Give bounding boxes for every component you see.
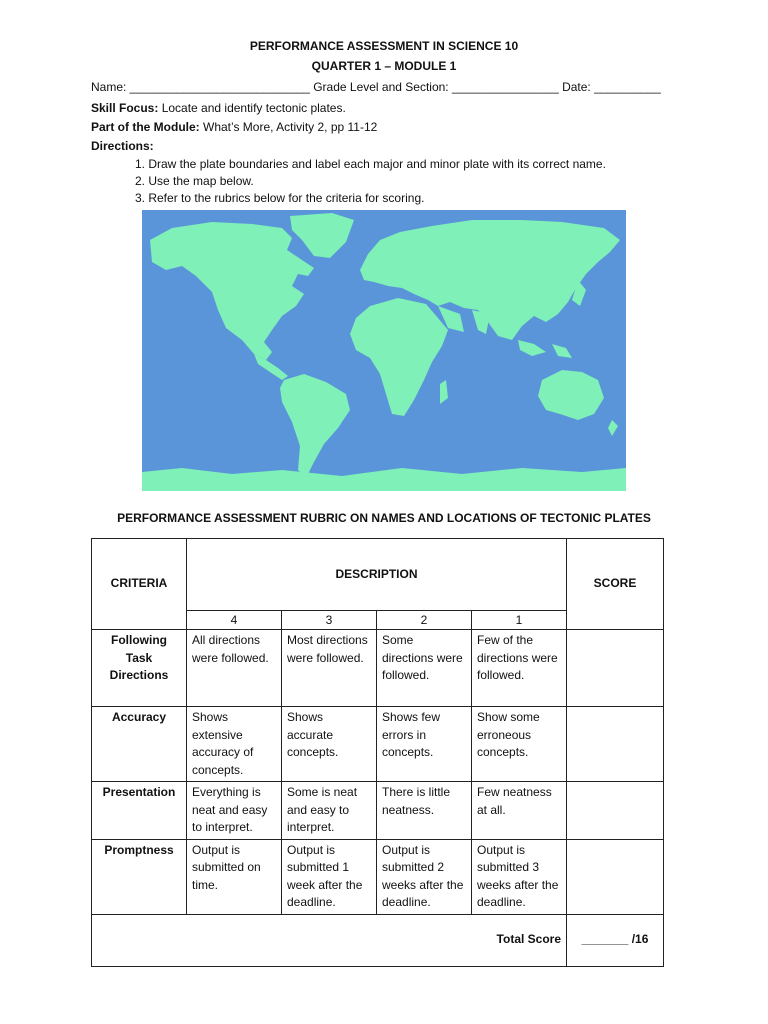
level-header: 2: [377, 611, 472, 630]
score-cell[interactable]: [567, 782, 664, 840]
description-cell: All directions were followed.: [187, 630, 282, 707]
total-score-value[interactable]: _______ /16: [567, 914, 664, 966]
table-row: [92, 782, 664, 840]
score-header: SCORE: [567, 539, 664, 630]
score-cell[interactable]: [567, 630, 664, 707]
score-cell[interactable]: [567, 839, 664, 914]
criteria-cell: Promptness: [92, 839, 187, 914]
description-cell: Output is submitted 3 weeks after the deadline.: [472, 839, 567, 914]
rubric-title: PERFORMANCE ASSESSMENT RUBRIC ON NAMES AND LOCATIONS OF TECTONIC PLATES: [117, 511, 651, 525]
description-cell: Some directions were followed.: [377, 630, 472, 707]
skill-focus-value: Locate and identify tectonic plates.: [158, 101, 346, 115]
direction-item: 2. Use the map below.: [135, 174, 254, 188]
criteria-cell: Following Task Directions: [92, 630, 187, 707]
description-cell: Some is neat and easy to interpret.: [282, 782, 377, 840]
description-header: DESCRIPTION: [187, 539, 567, 611]
module-part-value: What’s More, Activity 2, pp 11-12: [199, 120, 378, 134]
description-cell: Few neatness at all.: [472, 782, 567, 840]
table-row: [92, 839, 664, 914]
page-subtitle: QUARTER 1 – MODULE 1: [311, 59, 457, 73]
description-cell: Shows accurate concepts.: [282, 707, 377, 782]
score-cell[interactable]: [567, 707, 664, 782]
level-header: 3: [282, 611, 377, 630]
description-cell: Few of the directions were followed.: [472, 630, 567, 707]
level-header: 4: [187, 611, 282, 630]
direction-item: 1. Draw the plate boundaries and label each major and minor plate with its correct name.: [135, 157, 606, 171]
description-cell: There is little neatness.: [377, 782, 472, 840]
description-cell: Output is submitted 2 weeks after the deadline.: [377, 839, 472, 914]
module-part: [91, 120, 377, 134]
total-row: [92, 914, 664, 966]
criteria-cell: Presentation: [92, 782, 187, 840]
description-cell: Shows extensive accuracy of concepts.: [187, 707, 282, 782]
table-row: [92, 707, 664, 782]
description-cell: Most directions were followed.: [282, 630, 377, 707]
world-map: [142, 210, 626, 491]
description-cell: Everything is neat and easy to interpret.: [187, 782, 282, 840]
description-cell: Output is submitted on time.: [187, 839, 282, 914]
directions-label: Directions:: [91, 139, 154, 153]
level-header: 1: [472, 611, 567, 630]
skill-focus: [91, 101, 346, 115]
total-score-label: Total Score: [92, 914, 567, 966]
student-info-line: Name: ___________________________ Grade Level and Section: ________________ Date: __________: [91, 80, 661, 94]
description-cell: Shows few errors in concepts.: [377, 707, 472, 782]
criteria-header: CRITERIA: [92, 539, 187, 630]
rubric-table: [91, 538, 664, 967]
table-row: [92, 630, 664, 707]
module-part-label: Part of the Module:: [91, 120, 200, 134]
criteria-cell: Accuracy: [92, 707, 187, 782]
direction-item: 3. Refer to the rubrics below for the criteria for scoring.: [135, 191, 425, 205]
page-title: PERFORMANCE ASSESSMENT IN SCIENCE 10: [249, 39, 519, 53]
description-cell: Show some erroneous concepts.: [472, 707, 567, 782]
skill-focus-label: Skill Focus:: [91, 101, 159, 115]
description-cell: Output is submitted 1 week after the deadline.: [282, 839, 377, 914]
